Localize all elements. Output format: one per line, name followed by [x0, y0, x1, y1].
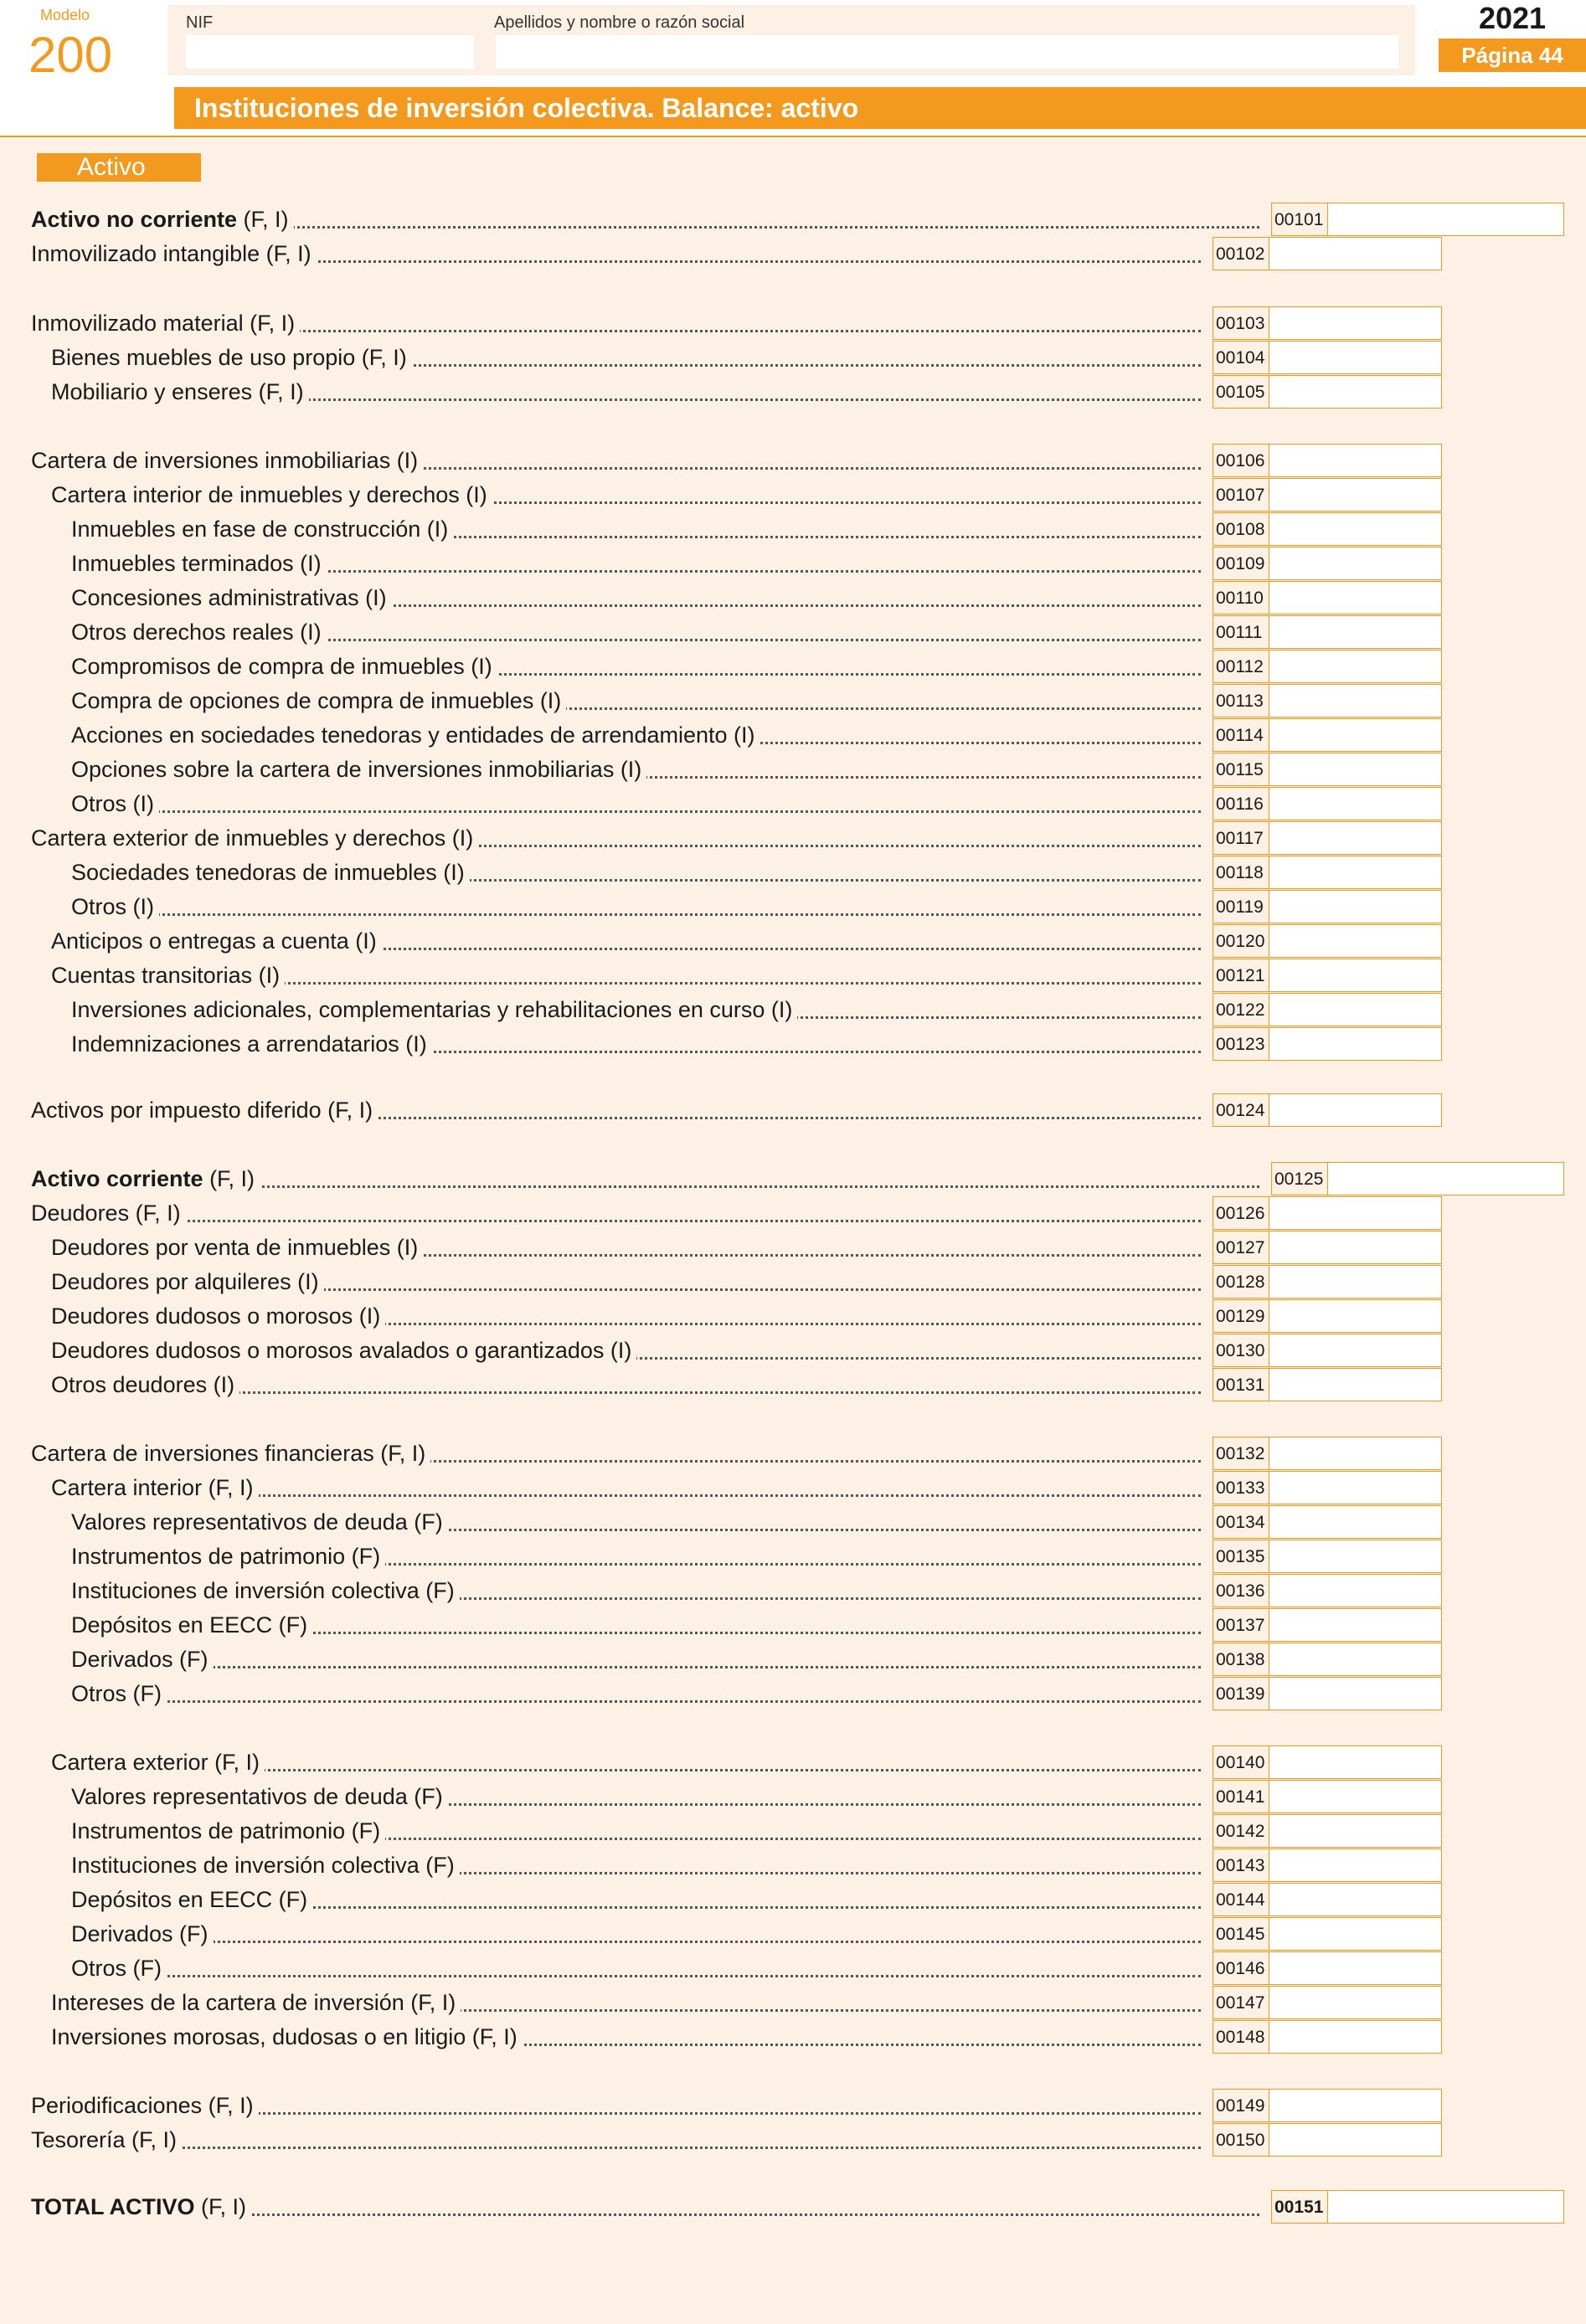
field-code: 00126	[1213, 1196, 1269, 1230]
field-code: 00147	[1213, 1986, 1269, 2019]
row-label	[71, 787, 1201, 820]
row-label	[71, 1540, 1201, 1573]
row-label-text: Valores representativos de deuda (F)	[71, 1509, 443, 1535]
row-label	[31, 1196, 1201, 1230]
amount-input[interactable]	[1328, 1162, 1564, 1195]
amount-input[interactable]	[1269, 1093, 1442, 1127]
field-code: 00137	[1213, 1608, 1269, 1642]
row-label-text: Deudores dudosos o morosos (I)	[51, 1303, 381, 1329]
amount-input[interactable]	[1269, 2123, 1442, 2157]
field-code: 00122	[1213, 993, 1269, 1026]
amount-input[interactable]	[1269, 1883, 1442, 1916]
amount-input[interactable]	[1269, 718, 1442, 752]
balance-row	[0, 1368, 1586, 1401]
amount-input[interactable]	[1269, 1951, 1442, 1985]
field-code: 00144	[1213, 1883, 1269, 1916]
row-label	[31, 1162, 1259, 1195]
row-label	[71, 1780, 1201, 1813]
row-label-text: Opciones sobre la cartera de inversiones inmobiliarias (I)	[71, 757, 642, 782]
balance-row	[0, 1917, 1586, 1951]
field-code: 00127	[1213, 1231, 1269, 1264]
balance-row	[0, 1540, 1586, 1573]
amount-input[interactable]	[1269, 650, 1442, 683]
amount-input[interactable]	[1269, 1643, 1442, 1676]
row-label-text: Compromisos de compra de inmuebles (I)	[71, 654, 492, 679]
row-label	[51, 1334, 1201, 1367]
amount-input[interactable]	[1269, 1231, 1442, 1264]
amount-input[interactable]	[1269, 615, 1442, 649]
field-code: 00138	[1213, 1643, 1269, 1676]
balance-row	[0, 615, 1586, 649]
balance-row	[0, 1883, 1586, 1916]
balance-row	[0, 1643, 1586, 1676]
amount-input[interactable]	[1269, 375, 1442, 409]
field-code: 00145	[1213, 1917, 1269, 1951]
row-label	[31, 444, 1201, 477]
row-label-text: Instrumentos de patrimonio (F)	[71, 1818, 381, 1843]
field-code: 00109	[1213, 547, 1269, 580]
row-label	[51, 1368, 1201, 1401]
balance-row	[0, 1437, 1586, 1470]
balance-row	[0, 1951, 1586, 1985]
section-tag: Activo	[37, 153, 201, 182]
balance-row	[0, 1746, 1586, 1779]
amount-input[interactable]	[1269, 547, 1442, 580]
balance-row	[0, 306, 1586, 340]
amount-input[interactable]	[1269, 1677, 1442, 1710]
row-label-text: (F, I)	[203, 1166, 255, 1191]
row-label-text: Depósitos en EECC (F)	[71, 1887, 308, 1912]
field-code: 00115	[1213, 753, 1269, 786]
field-code: 00113	[1213, 684, 1269, 717]
balance-row	[0, 237, 1586, 270]
balance-row	[0, 581, 1586, 614]
row-label-text: Otros (F)	[71, 1956, 162, 1981]
field-code: 00117	[1213, 821, 1269, 855]
field-code: 00105	[1213, 375, 1269, 409]
row-label-text: Cartera de inversiones inmobiliarias (I)	[31, 448, 419, 473]
field-code: 00106	[1213, 444, 1269, 477]
nif-label: NIF	[186, 13, 214, 32]
row-label	[71, 1505, 1201, 1539]
year-label: 2021	[1478, 1, 1547, 35]
row-label	[51, 1471, 1201, 1504]
field-code: 00124	[1213, 1093, 1269, 1127]
amount-input[interactable]	[1269, 1437, 1442, 1470]
row-label-text: Cartera interior de inmuebles y derechos (I)	[51, 482, 487, 507]
row-label-bold: Activo corriente	[31, 1166, 203, 1191]
row-label	[31, 237, 1201, 270]
balance-row	[0, 753, 1586, 786]
row-label	[31, 2123, 1201, 2157]
row-label-text: Deudores por venta de inmuebles (I)	[51, 1235, 419, 1260]
row-label-text: Intereses de la cartera de inversión (F, I)	[51, 1990, 456, 2015]
leader-dots	[71, 1975, 1201, 1977]
balance-row	[0, 1196, 1586, 1230]
row-label	[51, 2020, 1201, 2054]
field-code: 00146	[1213, 1951, 1269, 1985]
amount-input[interactable]	[1269, 306, 1442, 340]
balance-row	[0, 1027, 1586, 1061]
row-label	[71, 1917, 1201, 1951]
balance-row	[0, 1471, 1586, 1504]
row-label-text: Derivados (F)	[71, 1921, 209, 1946]
row-label	[51, 375, 1201, 409]
row-label-text: Otros (I)	[71, 894, 154, 919]
balance-row	[0, 1265, 1586, 1298]
balance-row	[0, 512, 1586, 546]
row-label-text: Cartera exterior (F, I)	[51, 1750, 260, 1775]
field-code: 00116	[1213, 787, 1269, 820]
leader-dots	[71, 1941, 1201, 1943]
amount-input[interactable]	[1269, 959, 1442, 992]
balance-row	[0, 341, 1586, 374]
row-label-text: Inmuebles terminados (I)	[71, 551, 322, 576]
balance-row	[0, 1093, 1586, 1127]
amount-input[interactable]	[1269, 1917, 1442, 1951]
row-label	[51, 1231, 1201, 1264]
amount-input[interactable]	[1269, 1540, 1442, 1573]
amount-input[interactable]	[1269, 1471, 1442, 1504]
balance-row	[0, 1780, 1586, 1813]
row-label	[71, 615, 1201, 649]
balance-row	[0, 203, 1586, 236]
row-label	[71, 581, 1201, 614]
row-label-bold: Activo no corriente	[31, 207, 238, 232]
field-code: 00149	[1213, 2089, 1269, 2122]
row-label-text: Periodificaciones (F, I)	[31, 2093, 254, 2118]
balance-row	[0, 1162, 1586, 1195]
balance-row	[0, 1677, 1586, 1710]
amount-input[interactable]	[1269, 1574, 1442, 1607]
field-code: 00131	[1213, 1368, 1269, 1401]
amount-input[interactable]	[1269, 1814, 1442, 1848]
row-label-text: Inmuebles en fase de construcción (I)	[71, 517, 449, 542]
row-label	[71, 547, 1201, 580]
field-code: 00104	[1213, 341, 1269, 374]
row-label	[31, 1093, 1201, 1127]
balance-row	[0, 1334, 1586, 1367]
balance-row	[0, 1848, 1586, 1882]
row-label	[71, 1643, 1201, 1676]
amount-input[interactable]	[1328, 2190, 1564, 2224]
row-label-text: Activos por impuesto diferido (F, I)	[31, 1098, 373, 1123]
row-label	[71, 1883, 1201, 1916]
balance-row	[0, 684, 1586, 717]
row-label-text: Derivados (F)	[71, 1647, 209, 1672]
row-label-text: Cartera interior (F, I)	[51, 1475, 254, 1500]
amount-input[interactable]	[1269, 993, 1442, 1026]
leader-dots	[71, 913, 1201, 916]
amount-input[interactable]	[1328, 203, 1564, 236]
row-label	[51, 924, 1201, 958]
field-code: 00132	[1213, 1437, 1269, 1470]
amount-input[interactable]	[1269, 1334, 1442, 1367]
row-label	[71, 512, 1201, 546]
field-code: 00110	[1213, 581, 1269, 614]
amount-input[interactable]	[1269, 1299, 1442, 1333]
amount-input[interactable]	[1269, 1746, 1442, 1779]
field-code: 00151	[1271, 2190, 1328, 2224]
amount-input[interactable]	[1269, 1368, 1442, 1401]
row-label	[31, 2190, 1259, 2224]
balance-row	[0, 2020, 1586, 2054]
field-code: 00141	[1213, 1780, 1269, 1813]
amount-input[interactable]	[1269, 444, 1442, 477]
balance-row	[0, 1505, 1586, 1539]
amount-input[interactable]	[1269, 1265, 1442, 1298]
row-label-text: Tesorería (F, I)	[31, 2127, 178, 2152]
balance-row	[0, 2190, 1586, 2224]
row-label	[31, 203, 1259, 236]
row-label	[71, 1574, 1201, 1607]
amount-input[interactable]	[1269, 924, 1442, 958]
balance-row	[0, 1574, 1586, 1607]
row-label	[71, 1677, 1201, 1710]
balance-row	[0, 2123, 1586, 2157]
row-label	[71, 1608, 1201, 1642]
amount-input[interactable]	[1269, 341, 1442, 374]
balance-row	[0, 856, 1586, 889]
field-code: 00140	[1213, 1746, 1269, 1779]
row-label-text: Otros (I)	[71, 791, 154, 816]
field-code: 00112	[1213, 650, 1269, 683]
row-label	[71, 993, 1201, 1026]
row-label	[51, 341, 1201, 374]
amount-input[interactable]	[1269, 1608, 1442, 1642]
field-code: 00133	[1213, 1471, 1269, 1504]
row-label	[71, 650, 1201, 683]
row-label	[71, 1848, 1201, 1882]
balance-row	[0, 890, 1586, 923]
balance-row	[0, 924, 1586, 958]
field-code: 00135	[1213, 1540, 1269, 1573]
amount-input[interactable]	[1269, 581, 1442, 614]
balance-row	[0, 1231, 1586, 1264]
row-label	[31, 1437, 1201, 1470]
amount-input[interactable]	[1269, 2020, 1442, 2054]
amount-input[interactable]	[1269, 684, 1442, 717]
row-label	[71, 753, 1201, 786]
amount-input[interactable]	[1269, 1780, 1442, 1813]
row-label	[31, 306, 1201, 340]
balance-row	[0, 375, 1586, 409]
row-label-text: Cuentas transitorias (I)	[51, 963, 281, 988]
field-code: 00142	[1213, 1814, 1269, 1848]
row-label	[31, 821, 1201, 855]
balance-row	[0, 478, 1586, 512]
field-code: 00119	[1213, 890, 1269, 923]
row-label	[71, 890, 1201, 923]
field-code: 00111	[1213, 615, 1269, 649]
row-label	[51, 959, 1201, 992]
balance-row	[0, 993, 1586, 1026]
page-number: Página 44	[1439, 39, 1586, 72]
field-code: 00118	[1213, 856, 1269, 889]
field-code: 00130	[1213, 1334, 1269, 1367]
amount-input[interactable]	[1269, 787, 1442, 820]
balance-row	[0, 444, 1586, 477]
balance-row	[0, 1608, 1586, 1642]
amount-input[interactable]	[1269, 237, 1442, 270]
row-label-text: Instrumentos de patrimonio (F)	[71, 1544, 381, 1569]
row-label-text: Valores representativos de deuda (F)	[71, 1784, 443, 1809]
leader-dots	[31, 2147, 1201, 2149]
field-code: 00128	[1213, 1265, 1269, 1298]
field-code: 00139	[1213, 1677, 1269, 1710]
leader-dots	[71, 1666, 1201, 1668]
amount-input[interactable]	[1269, 821, 1442, 855]
row-label-text: Depósitos en EECC (F)	[71, 1612, 308, 1638]
row-label	[71, 1027, 1201, 1061]
amount-input[interactable]	[1269, 856, 1442, 889]
balance-row	[0, 1986, 1586, 2019]
row-label-text: Deudores (F, I)	[31, 1201, 181, 1226]
amount-input[interactable]	[1269, 1196, 1442, 1230]
amount-input[interactable]	[1269, 1505, 1442, 1539]
row-label-text: Concesiones administrativas (I)	[71, 585, 387, 610]
field-code: 00121	[1213, 959, 1269, 992]
field-code: 00102	[1213, 237, 1269, 270]
row-label-text: Cartera de inversiones financieras (F, I)	[31, 1441, 426, 1466]
row-label-text: Otros deudores (I)	[51, 1372, 235, 1397]
row-label-text: Anticipos o entregas a cuenta (I)	[51, 928, 377, 954]
apellidos-field[interactable]	[496, 35, 1398, 69]
amount-input[interactable]	[1269, 512, 1442, 546]
row-label	[71, 718, 1201, 752]
header-band	[167, 5, 1415, 75]
field-code: 00101	[1271, 203, 1328, 236]
row-label-text: Bienes muebles de uso propio (F, I)	[51, 345, 407, 370]
row-label	[51, 1299, 1201, 1333]
row-label-text: Deudores dudosos o morosos avalados o garantizados (I)	[51, 1338, 632, 1363]
row-label	[51, 1986, 1201, 2019]
nif-field[interactable]	[186, 35, 474, 69]
field-code: 00134	[1213, 1505, 1269, 1539]
page-title: Instituciones de inversión colectiva. Balance: activo	[174, 87, 1586, 129]
balance-row	[0, 718, 1586, 752]
row-label-text: Mobiliario y enseres (F, I)	[51, 379, 304, 404]
row-label-text: Inversiones adicionales, complementarias y rehabilitaciones en curso (I)	[71, 997, 793, 1022]
amount-input[interactable]	[1269, 753, 1442, 786]
row-label-text: Otros (F)	[71, 1681, 162, 1706]
leader-dots	[71, 810, 1201, 813]
balance-row	[0, 650, 1586, 683]
field-code: 00143	[1213, 1848, 1269, 1882]
row-label-text: Instituciones de inversión colectiva (F)	[71, 1578, 455, 1603]
row-label-text: Inversiones morosas, dudosas o en litigio (F, I)	[51, 2024, 518, 2049]
row-label-text: Cartera exterior de inmuebles y derechos (I)	[31, 825, 474, 851]
amount-input[interactable]	[1269, 478, 1442, 512]
field-code: 00150	[1213, 2123, 1269, 2157]
row-label	[71, 1951, 1201, 1985]
row-label	[51, 1265, 1201, 1298]
field-code: 00125	[1271, 1162, 1328, 1195]
field-code: 00120	[1213, 924, 1269, 958]
row-label-text: Instituciones de inversión colectiva (F)	[71, 1853, 455, 1878]
row-label	[51, 1746, 1201, 1779]
row-label	[71, 684, 1201, 717]
row-label-text: Inmovilizado material (F, I)	[31, 311, 296, 336]
row-label	[71, 1814, 1201, 1848]
balance-row	[0, 959, 1586, 992]
field-code: 00103	[1213, 306, 1269, 340]
balance-row	[0, 821, 1586, 855]
apellidos-label: Apellidos y nombre o razón social	[494, 13, 745, 32]
row-label-text: Acciones en sociedades tenedoras y entidades de arrendamiento (I)	[71, 722, 755, 748]
modelo-number: 200	[28, 27, 113, 83]
row-label-text: Otros derechos reales (I)	[71, 620, 322, 645]
row-label	[71, 856, 1201, 889]
field-code: 00114	[1213, 718, 1269, 752]
field-code: 00129	[1213, 1299, 1269, 1333]
amount-input[interactable]	[1269, 1848, 1442, 1882]
row-label-text: (F, I)	[194, 2194, 246, 2219]
row-label-text: Inmovilizado intangible (F, I)	[31, 241, 312, 266]
amount-input[interactable]	[1269, 1986, 1442, 2019]
balance-row	[0, 1299, 1586, 1333]
field-code: 00148	[1213, 2020, 1269, 2054]
field-code: 00107	[1213, 478, 1269, 512]
field-code: 00136	[1213, 1574, 1269, 1607]
row-label-text: (F, I)	[237, 207, 289, 232]
leader-dots	[31, 1220, 1201, 1222]
balance-row	[0, 1814, 1586, 1848]
row-label-bold: TOTAL ACTIVO	[31, 2194, 195, 2219]
leader-dots	[71, 1700, 1201, 1703]
field-code: 00108	[1213, 512, 1269, 546]
balance-row	[0, 787, 1586, 820]
field-code: 00123	[1213, 1027, 1269, 1061]
amount-input[interactable]	[1269, 890, 1442, 923]
row-label	[31, 2089, 1201, 2122]
balance-row	[0, 547, 1586, 580]
balance-row	[0, 2089, 1586, 2122]
amount-input[interactable]	[1269, 1027, 1442, 1061]
row-label-text: Sociedades tenedoras de inmuebles (I)	[71, 860, 465, 885]
row-label	[51, 478, 1201, 512]
row-label-text: Compra de opciones de compra de inmuebles (I)	[71, 688, 562, 713]
modelo-label: Modelo	[40, 7, 90, 23]
amount-input[interactable]	[1269, 2089, 1442, 2122]
row-label-text: Deudores por alquileres (I)	[51, 1269, 319, 1294]
row-label-text: Indemnizaciones a arrendatarios (I)	[71, 1031, 427, 1057]
